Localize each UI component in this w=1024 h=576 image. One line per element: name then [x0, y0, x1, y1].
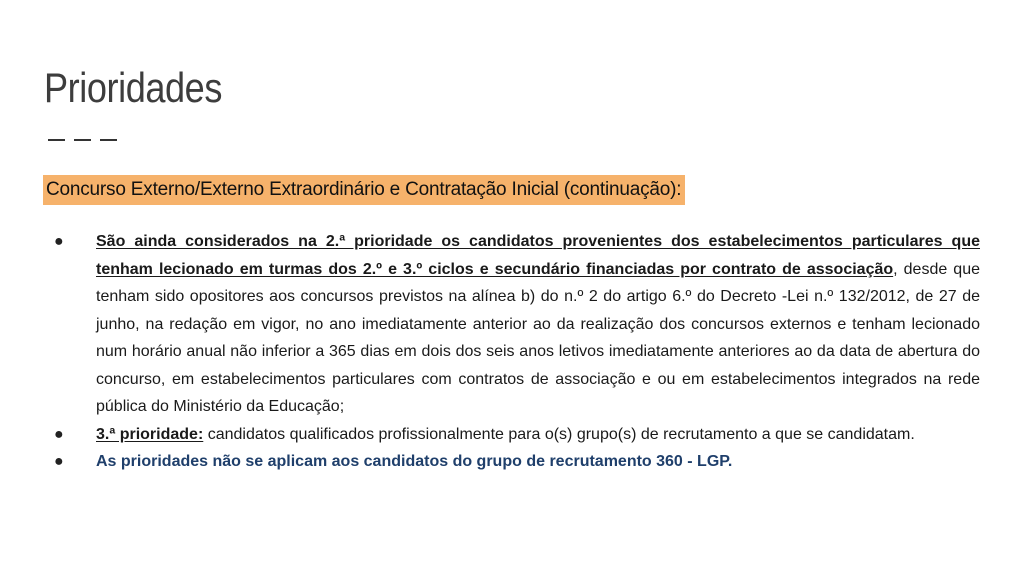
- title-underline-decoration: [48, 139, 117, 141]
- rule-dash: [100, 139, 117, 141]
- bullet-text: , desde que tenham sido opositores aos concursos previstos na alínea b) do n.º 2 do artigo 6.º do Decreto -Lei n.º 132/2012, de 27 de junho, na redação em vigor, no ano imediatamente anterior ao da realização dos concursos externos e tenham lecionado num horário anual não inferior a 365 dias em dois dos seis anos letivos imediatamente anteriores ao da data de abertura do concurso, em estabelecimentos particulares com contratos de associação e ou em estabelecimentos integrados na rede pública do Ministério da Educação;: [96, 260, 981, 415]
- bullet-dot-icon: ●: [54, 233, 64, 250]
- slide-title: Prioridades: [44, 64, 222, 111]
- rule-dash: [48, 139, 65, 141]
- bullet-note: As prioridades não se aplicam aos candidatos do grupo de recrutamento 360 - LGP.: [96, 453, 733, 470]
- list-item: [52, 228, 980, 421]
- bullet-dot-icon: ●: [54, 453, 64, 470]
- bullet-list: [52, 228, 980, 476]
- section-heading: Concurso Externo/Externo Extraordinário e Contratação Inicial (continuação):: [43, 175, 685, 205]
- list-item: [52, 421, 980, 449]
- bullet-text: candidatos qualificados profissionalmente para o(s) grupo(s) de recrutamento a que se candidatam.: [203, 425, 915, 443]
- bullet-dot-icon: ●: [54, 425, 64, 443]
- bullet-emphasis: 3.ª prioridade:: [96, 425, 204, 443]
- bullet-emphasis: São ainda considerados na 2.ª prioridade os candidatos provenientes dos estabelecimentos particulares que tenham lecionado em turmas dos 2.º e 3.º ciclos e secundário financiadas por contrato de associação: [96, 233, 980, 278]
- rule-dash: [74, 139, 91, 141]
- list-item: [52, 448, 980, 476]
